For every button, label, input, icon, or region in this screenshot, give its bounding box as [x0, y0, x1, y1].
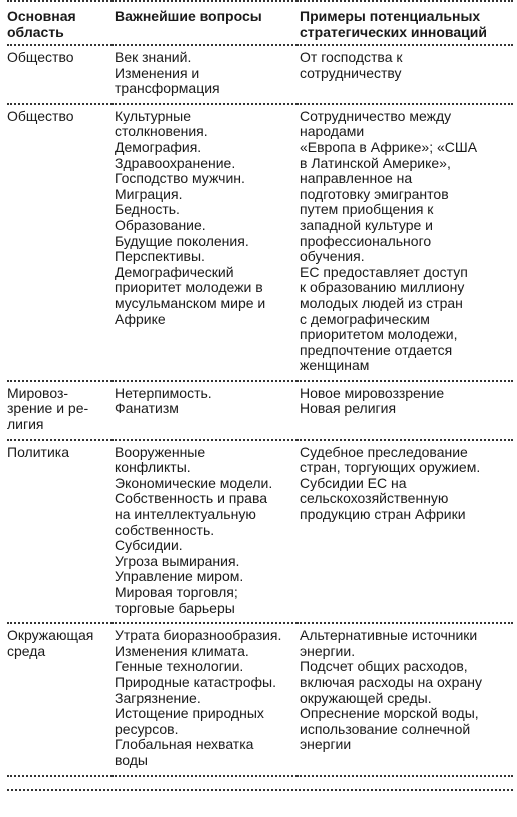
table-row	[7, 45, 513, 104]
cell-issues: Нетерпимость. Фанатизм	[115, 384, 212, 417]
bottom-divider	[7, 789, 513, 791]
table-row	[7, 440, 513, 624]
innovation-table	[7, 0, 513, 777]
header-area: Основная область	[7, 8, 76, 40]
cell-issues: Вооруженные конфликты. Экономические модели. Собственность и права на интеллектуальную собственность. Субсидии. Угроза вымирания. Управление миром. Мировая торговля; торговые барьеры	[115, 443, 273, 616]
table-row	[7, 381, 513, 440]
header-innovations: Примеры потенциальных стратегических инноваций	[300, 8, 487, 40]
cell-innovations: Сотрудничество между народами «Европа в Африке»; «США в Латинской Америке», направленное на подготовку эмигрантов путем приобщения к западной культуре и профессионального обучения. ЕС предоставляет доступ к образованию миллиону молодых людей из стран с демографическим приоритетом молодежи, предпочтение отдается женщинам	[300, 107, 478, 374]
cell-innovations: От господства к сотрудничеству	[300, 49, 403, 81]
table-header-row	[7, 1, 513, 45]
cell-issues: Культурные столкновения. Демография. Здравоохранение. Господство мужчин. Миграция. Бедность. Образование. Будущие поколения. Перспективы. Демографический приоритет молодежи в мусульманском мире и Африке	[115, 107, 266, 327]
cell-innovations: Новое мировоззрение Новая религия	[300, 384, 445, 417]
cell-issues: Век знаний. Изменения и трансформация	[115, 49, 220, 97]
cell-area: Мировоз- зрение и ре- лигия	[7, 384, 89, 433]
cell-issues: Утрата биоразнообразия. Изменения климата. Генные технологии. Природные катастрофы. Загрязнение. Истощение природных ресурсов. Глобальная нехватка воды	[115, 627, 282, 768]
table-row	[7, 623, 513, 775]
cell-area: Окружающая среда	[7, 627, 94, 659]
header-issues: Важнейшие вопросы	[115, 8, 262, 24]
cell-innovations: Судебное преследование стран, торгующих оружием. Субсидии ЕС на сельскохозяйственную продукцию стран Африки	[300, 443, 481, 523]
cell-area: Общество	[7, 107, 74, 124]
cell-innovations: Альтернативные источники энергии. Подсчет общих расходов, включая расходы на охрану окружающей среды. Опреснение морской воды, использование солнечной энергии	[300, 627, 482, 753]
cell-area: Общество	[7, 49, 74, 65]
table-row	[7, 104, 513, 381]
cell-area: Политика	[7, 443, 69, 460]
